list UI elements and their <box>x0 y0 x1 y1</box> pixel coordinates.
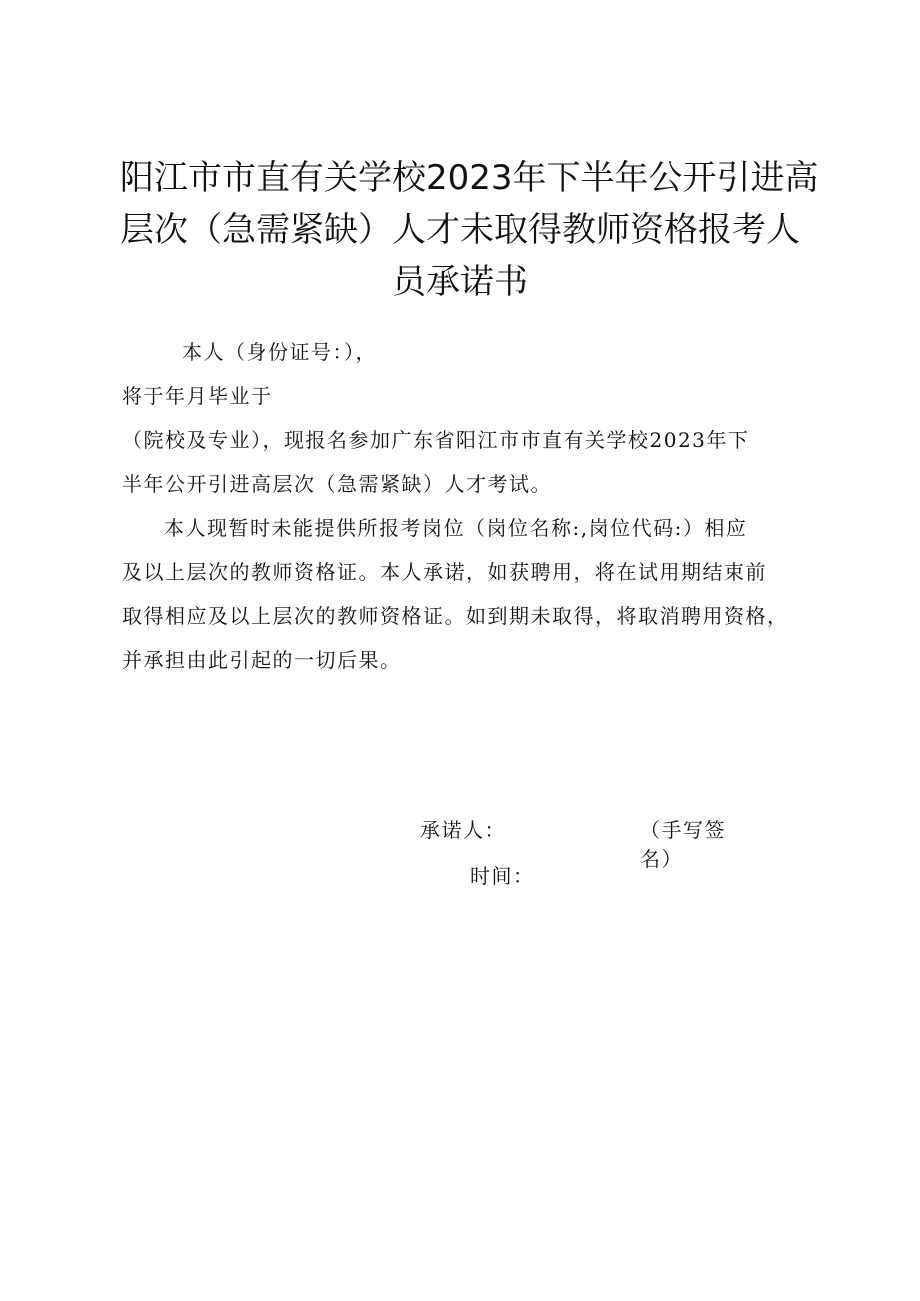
promisor-label: 承诺人： <box>420 818 506 842</box>
paragraph1-line3: （院校及专业），现报名参加广东省阳江市市直有关学校2023年下 <box>122 428 750 452</box>
title-line-2: 层次（急需紧缺）人才未取得教师资格报考人 <box>120 210 800 250</box>
paragraph2-line2: 及以上层次的教师资格证。本人承诺，如获聘用，将在试用期结束前 <box>122 560 767 584</box>
document-title <box>120 152 819 308</box>
paragraph2-line4: 并承担由此引起的一切后果。 <box>122 648 402 672</box>
paragraph1-line2: 将于年月毕业于 <box>122 384 273 408</box>
time-label: 时间： <box>470 864 535 888</box>
paragraph2-line3: 取得相应及以上层次的教师资格证。如到期未取得，将取消聘用资格， <box>122 604 789 628</box>
paragraph2-line1: 本人现暂时未能提供所报考岗位（岗位名称:,岗位代码:）相应 <box>164 516 748 540</box>
title-line-1: 阳江市市直有关学校2023年下半年公开引进高 <box>120 158 819 198</box>
paragraph1-line4: 半年公开引进高层次（急需紧缺）人才考试。 <box>122 472 552 496</box>
handwrite-note-line1: （手写签 <box>640 818 726 842</box>
handwrite-note-line2: 名） <box>640 847 683 871</box>
title-line-3: 员承诺书 <box>392 262 528 302</box>
paragraph1-line1: 本人（身份证号：）， <box>182 340 377 364</box>
